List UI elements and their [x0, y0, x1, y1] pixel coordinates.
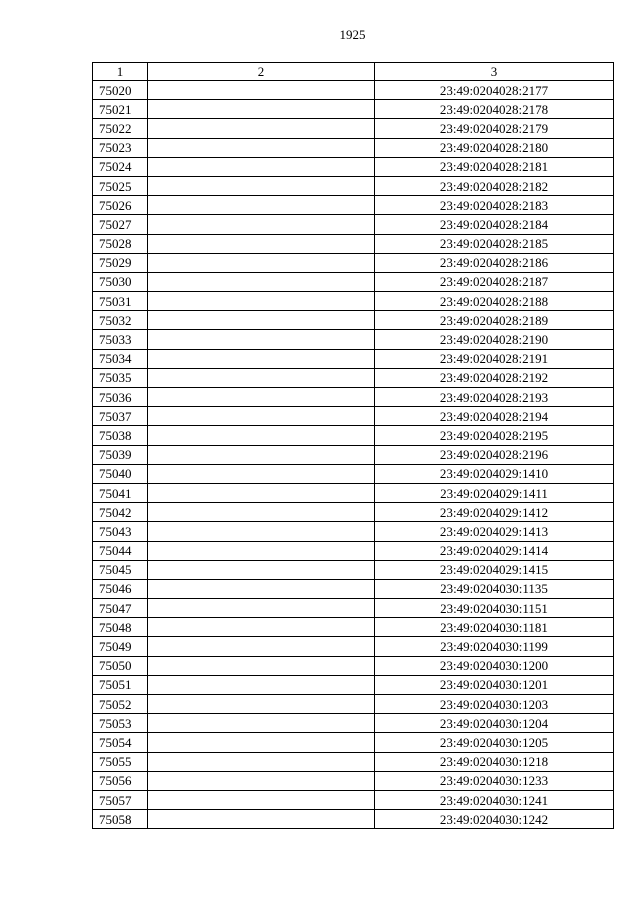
table-row — [93, 215, 614, 234]
table-row — [93, 637, 614, 656]
cell-column-2 — [148, 388, 375, 407]
cell-number: 75032 — [93, 311, 148, 330]
cell-cadastral-number: 23:49:0204028:2177 — [375, 81, 614, 100]
cell-column-2 — [148, 196, 375, 215]
cell-number: 75044 — [93, 541, 148, 560]
cell-number: 75050 — [93, 656, 148, 675]
cell-column-2 — [148, 714, 375, 733]
cell-column-2 — [148, 311, 375, 330]
table-row — [93, 714, 614, 733]
table-row — [93, 695, 614, 714]
cell-cadastral-number: 23:49:0204029:1415 — [375, 560, 614, 579]
cell-column-2 — [148, 138, 375, 157]
cell-cadastral-number: 23:49:0204030:1201 — [375, 675, 614, 694]
cell-cadastral-number: 23:49:0204030:1151 — [375, 599, 614, 618]
cell-cadastral-number: 23:49:0204030:1199 — [375, 637, 614, 656]
cell-cadastral-number: 23:49:0204028:2193 — [375, 388, 614, 407]
cell-number: 75042 — [93, 503, 148, 522]
cell-column-2 — [148, 272, 375, 291]
cell-cadastral-number: 23:49:0204030:1135 — [375, 579, 614, 598]
cell-column-2 — [148, 579, 375, 598]
table-row — [93, 196, 614, 215]
cell-number: 75038 — [93, 426, 148, 445]
cell-column-2 — [148, 790, 375, 809]
cell-column-2 — [148, 560, 375, 579]
table-row — [93, 675, 614, 694]
cell-cadastral-number: 23:49:0204028:2178 — [375, 100, 614, 119]
table-row — [93, 445, 614, 464]
table-row — [93, 330, 614, 349]
table-row — [93, 522, 614, 541]
cell-cadastral-number: 23:49:0204029:1413 — [375, 522, 614, 541]
cell-number: 75053 — [93, 714, 148, 733]
cell-column-2 — [148, 618, 375, 637]
table-row — [93, 790, 614, 809]
cell-column-2 — [148, 771, 375, 790]
cell-cadastral-number: 23:49:0204030:1242 — [375, 810, 614, 829]
cell-cadastral-number: 23:49:0204028:2192 — [375, 368, 614, 387]
table-row — [93, 541, 614, 560]
table-row — [93, 119, 614, 138]
cell-column-2 — [148, 810, 375, 829]
cell-number: 75056 — [93, 771, 148, 790]
cell-cadastral-number: 23:49:0204030:1181 — [375, 618, 614, 637]
cell-number: 75048 — [93, 618, 148, 637]
table-header — [93, 63, 614, 81]
cell-number: 75054 — [93, 733, 148, 752]
cell-number: 75052 — [93, 695, 148, 714]
cell-number: 75025 — [93, 176, 148, 195]
cell-number: 75027 — [93, 215, 148, 234]
cell-column-2 — [148, 100, 375, 119]
column-header-2: 2 — [148, 63, 375, 81]
cell-column-2 — [148, 234, 375, 253]
table-row — [93, 599, 614, 618]
table-row — [93, 253, 614, 272]
table-row — [93, 388, 614, 407]
cell-cadastral-number: 23:49:0204028:2191 — [375, 349, 614, 368]
cell-cadastral-number: 23:49:0204029:1412 — [375, 503, 614, 522]
table-row — [93, 579, 614, 598]
table-row — [93, 483, 614, 502]
cell-cadastral-number: 23:49:0204028:2196 — [375, 445, 614, 464]
cell-cadastral-number: 23:49:0204028:2195 — [375, 426, 614, 445]
table-row — [93, 733, 614, 752]
cell-number: 75034 — [93, 349, 148, 368]
table-row — [93, 138, 614, 157]
cell-column-2 — [148, 176, 375, 195]
table-row — [93, 560, 614, 579]
table-row — [93, 771, 614, 790]
cell-number: 75024 — [93, 157, 148, 176]
table-row — [93, 368, 614, 387]
table-row — [93, 464, 614, 483]
cell-column-2 — [148, 752, 375, 771]
cell-cadastral-number: 23:49:0204028:2184 — [375, 215, 614, 234]
cell-column-2 — [148, 157, 375, 176]
cell-number: 75020 — [93, 81, 148, 100]
cell-number: 75033 — [93, 330, 148, 349]
cell-number: 75037 — [93, 407, 148, 426]
cell-number: 75030 — [93, 272, 148, 291]
table-row — [93, 349, 614, 368]
cell-number: 75040 — [93, 464, 148, 483]
cell-column-2 — [148, 599, 375, 618]
cell-cadastral-number: 23:49:0204030:1241 — [375, 790, 614, 809]
table-row — [93, 311, 614, 330]
cell-column-2 — [148, 330, 375, 349]
cell-column-2 — [148, 656, 375, 675]
cell-cadastral-number: 23:49:0204028:2179 — [375, 119, 614, 138]
cell-column-2 — [148, 675, 375, 694]
cell-column-2 — [148, 695, 375, 714]
cell-cadastral-number: 23:49:0204030:1204 — [375, 714, 614, 733]
cell-cadastral-number: 23:49:0204029:1411 — [375, 483, 614, 502]
cell-column-2 — [148, 733, 375, 752]
cell-number: 75028 — [93, 234, 148, 253]
cell-column-2 — [148, 407, 375, 426]
cell-cadastral-number: 23:49:0204030:1203 — [375, 695, 614, 714]
cell-number: 75046 — [93, 579, 148, 598]
table-row — [93, 426, 614, 445]
cell-number: 75055 — [93, 752, 148, 771]
cell-column-2 — [148, 368, 375, 387]
cell-number: 75026 — [93, 196, 148, 215]
cell-column-2 — [148, 292, 375, 311]
table-row — [93, 503, 614, 522]
cell-cadastral-number: 23:49:0204030:1233 — [375, 771, 614, 790]
table-row — [93, 176, 614, 195]
cell-number: 75058 — [93, 810, 148, 829]
cell-number: 75049 — [93, 637, 148, 656]
cell-number: 75023 — [93, 138, 148, 157]
cell-cadastral-number: 23:49:0204028:2186 — [375, 253, 614, 272]
header-row — [93, 63, 614, 81]
cell-number: 75041 — [93, 483, 148, 502]
cell-cadastral-number: 23:49:0204029:1410 — [375, 464, 614, 483]
table-row — [93, 234, 614, 253]
cell-cadastral-number: 23:49:0204028:2183 — [375, 196, 614, 215]
table-row — [93, 810, 614, 829]
cell-column-2 — [148, 522, 375, 541]
cell-column-2 — [148, 445, 375, 464]
cell-cadastral-number: 23:49:0204030:1218 — [375, 752, 614, 771]
cell-cadastral-number: 23:49:0204028:2194 — [375, 407, 614, 426]
cell-number: 75036 — [93, 388, 148, 407]
cell-cadastral-number: 23:49:0204028:2189 — [375, 311, 614, 330]
table-row — [93, 100, 614, 119]
cell-column-2 — [148, 503, 375, 522]
cell-column-2 — [148, 119, 375, 138]
cell-number: 75021 — [93, 100, 148, 119]
cell-number: 75035 — [93, 368, 148, 387]
cell-column-2 — [148, 215, 375, 234]
cell-number: 75029 — [93, 253, 148, 272]
cell-number: 75022 — [93, 119, 148, 138]
cell-cadastral-number: 23:49:0204028:2180 — [375, 138, 614, 157]
table-row — [93, 656, 614, 675]
table-row — [93, 292, 614, 311]
table-row — [93, 407, 614, 426]
cell-column-2 — [148, 349, 375, 368]
table-body — [93, 81, 614, 829]
cell-number: 75047 — [93, 599, 148, 618]
cell-column-2 — [148, 253, 375, 272]
cell-number: 75043 — [93, 522, 148, 541]
column-header-1: 1 — [93, 63, 148, 81]
cell-cadastral-number: 23:49:0204028:2182 — [375, 176, 614, 195]
cell-cadastral-number: 23:49:0204028:2187 — [375, 272, 614, 291]
cell-number: 75045 — [93, 560, 148, 579]
data-table — [92, 62, 614, 829]
page-number: 1925 — [339, 27, 366, 42]
cell-column-2 — [148, 541, 375, 560]
table-row — [93, 752, 614, 771]
cell-cadastral-number: 23:49:0204028:2190 — [375, 330, 614, 349]
column-header-3: 3 — [375, 63, 614, 81]
table-row — [93, 272, 614, 291]
table-row — [93, 618, 614, 637]
table-row — [93, 81, 614, 100]
cell-number: 75031 — [93, 292, 148, 311]
cell-cadastral-number: 23:49:0204030:1205 — [375, 733, 614, 752]
cell-column-2 — [148, 426, 375, 445]
table-row — [93, 157, 614, 176]
cell-cadastral-number: 23:49:0204030:1200 — [375, 656, 614, 675]
cell-column-2 — [148, 637, 375, 656]
cell-cadastral-number: 23:49:0204028:2188 — [375, 292, 614, 311]
cell-cadastral-number: 23:49:0204029:1414 — [375, 541, 614, 560]
cell-number: 75057 — [93, 790, 148, 809]
cell-column-2 — [148, 483, 375, 502]
cell-cadastral-number: 23:49:0204028:2185 — [375, 234, 614, 253]
cell-column-2 — [148, 81, 375, 100]
cell-column-2 — [148, 464, 375, 483]
cell-number: 75039 — [93, 445, 148, 464]
cell-number: 75051 — [93, 675, 148, 694]
cell-cadastral-number: 23:49:0204028:2181 — [375, 157, 614, 176]
